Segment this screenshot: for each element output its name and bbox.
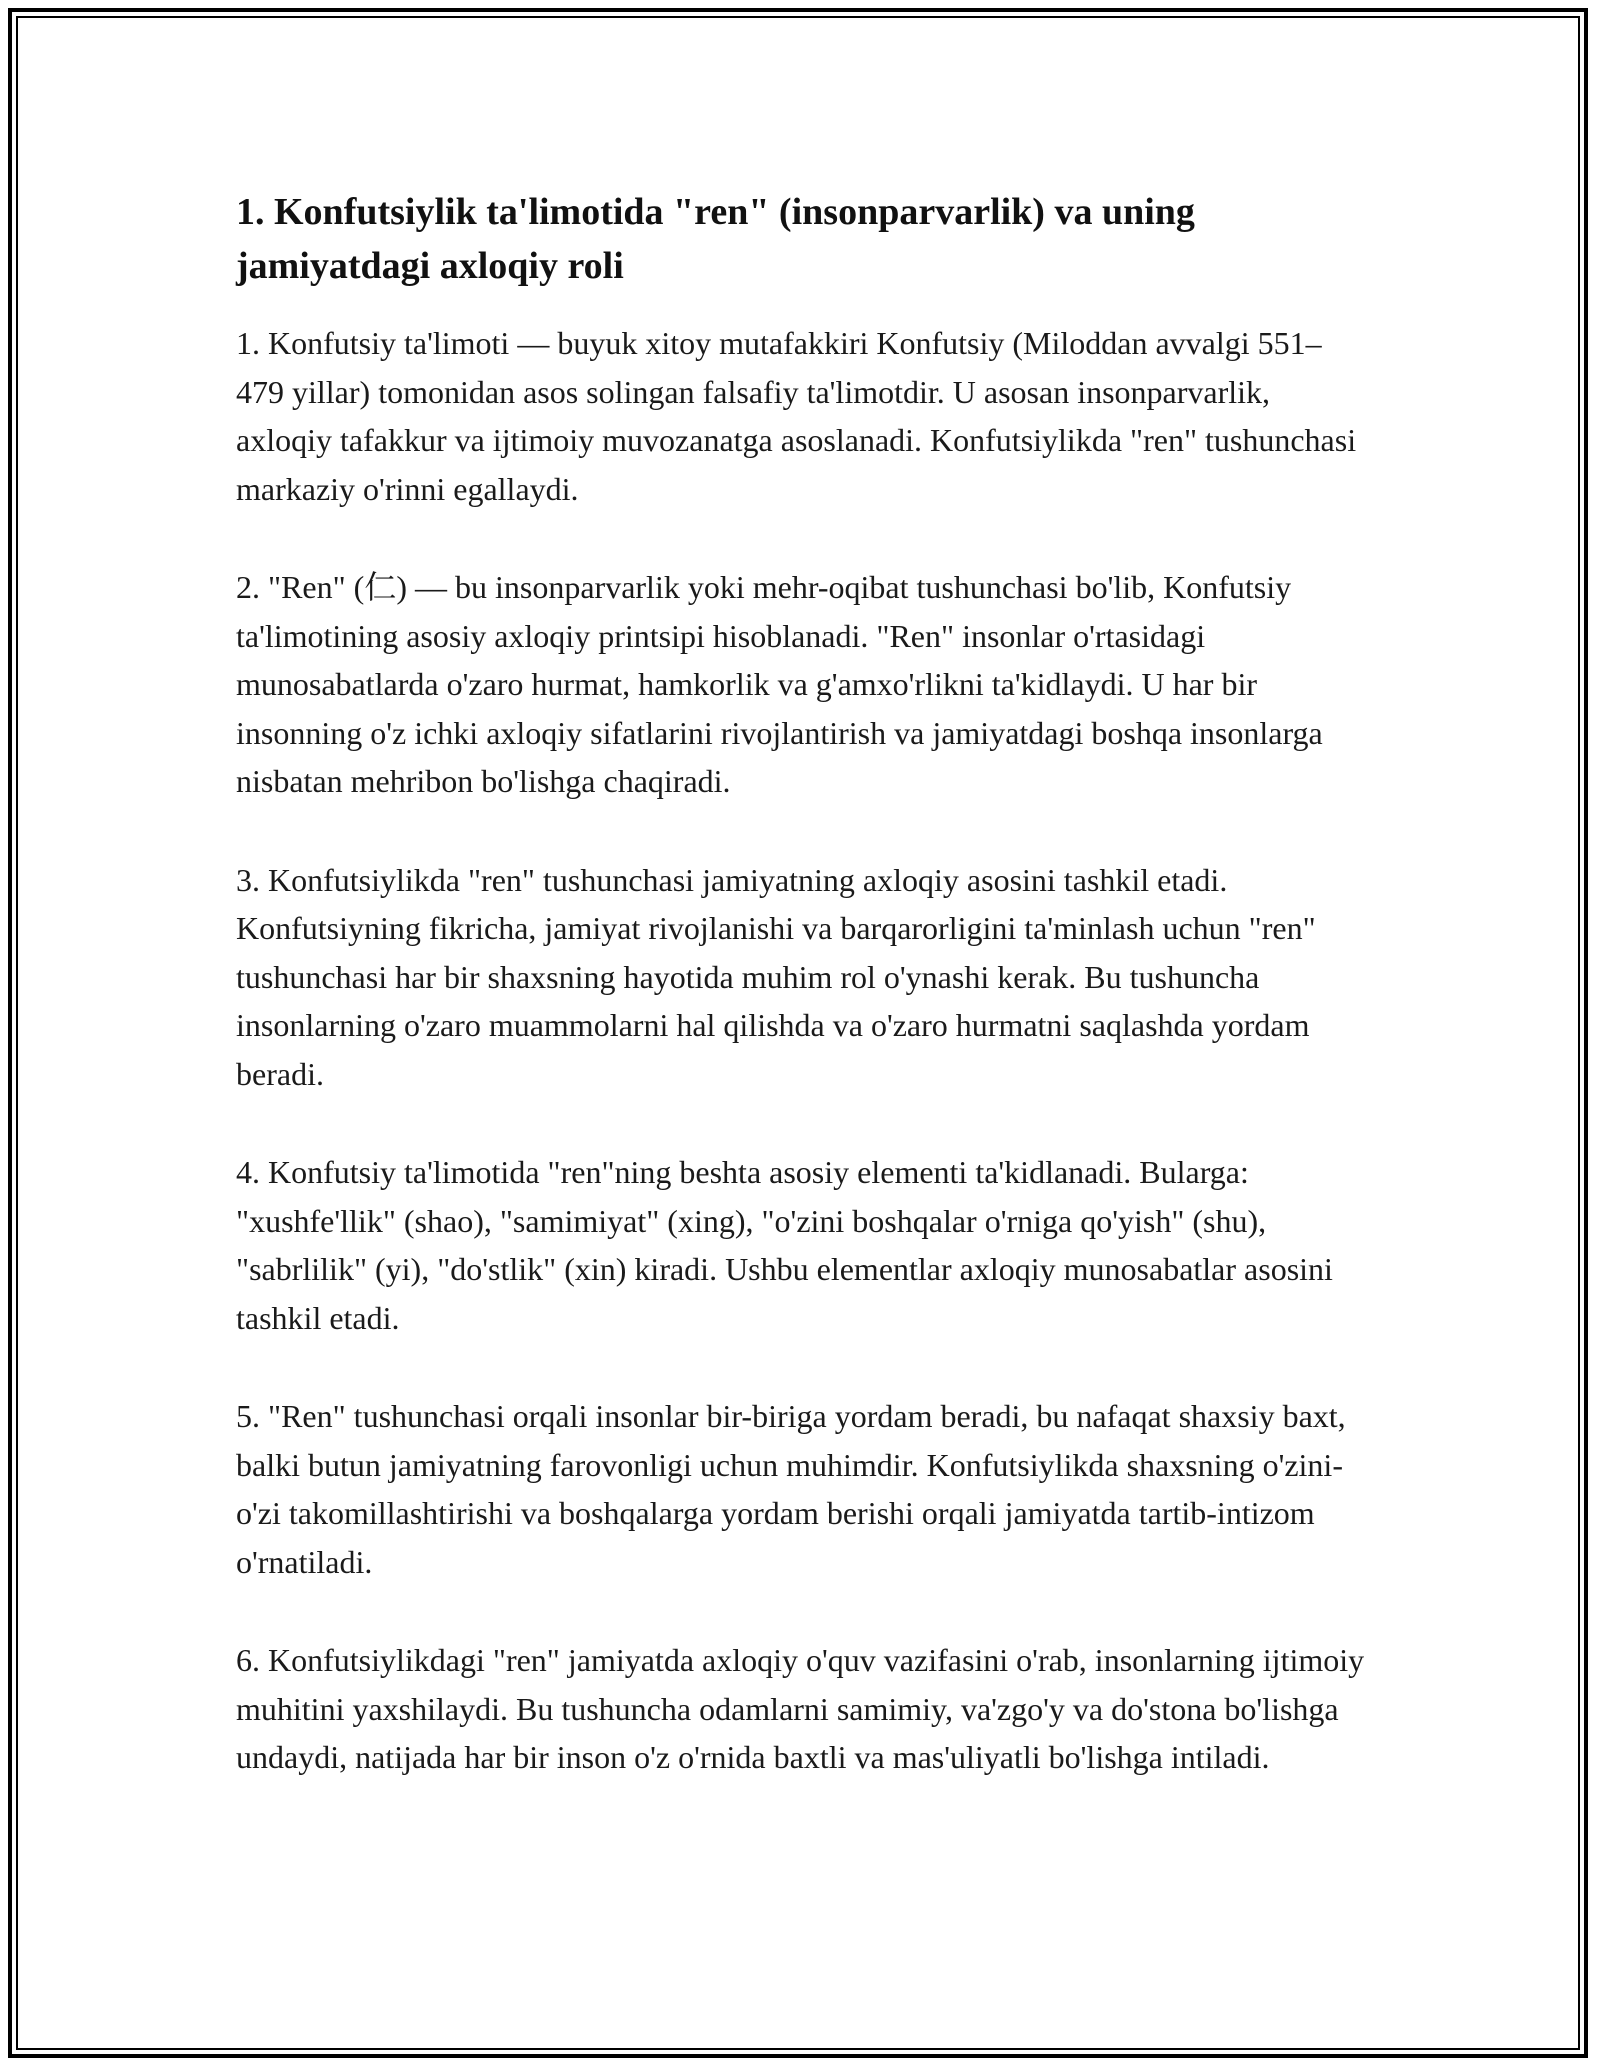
paragraph-5: 5. "Ren" tushunchasi orqali insonlar bir-biriga yordam beradi, bu nafaqat shaxsiy baxt, balki butun jamiyatning farovonligi uchun muhimdir. Konfutsiylikda shaxsning o'zini-o'zi takomillashtirishi va boshqalarga yordam berishi orqali jamiyatda tartib-intizom o'rnatiladi. [236, 1398, 1346, 1580]
document-body [236, 185, 1366, 1782]
paragraph-6: 6. Konfutsiylikdagi "ren" jamiyatda axloqiy o'quv vazifasini o'rab, insonlarning ijtimoiy muhitini yaxshilaydi. Bu tushuncha odamlarni samimiy, va'zgo'y va do'stona bo'lishga undaydi, natijada har bir inson o'z o'rnida baxtli va mas'uliyatli bo'lishga intiladi. [236, 1642, 1365, 1775]
paragraph-3: 3. Konfutsiylikda "ren" tushunchasi jamiyatning axloqiy asosini tashkil etadi. Konfutsiyning fikricha, jamiyat rivojlanishi va barqarorligini ta'minlash uchun "ren" tushunchasi har bir shaxsning hayotida muhim rol o'ynashi kerak. Bu tushuncha insonlarning o'zaro muammolarni hal qilishda va o'zaro hurmatni saqlashda yordam beradi. [236, 861, 1316, 1092]
document-title: 1. Konfutsiylik ta'limotida "ren" (insonparvarlik) va uning jamiyatdagi axloqiy roli [236, 191, 1195, 287]
paragraph-1: 1. Konfutsiy ta'limoti — buyuk xitoy mutafakkiri Konfutsiy (Miloddan avvalgi 551–479 yillar) tomonidan asos solingan falsafiy ta'limotdir. U asosan insonparvarlik, axloqiy tafakkur va ijtimoiy muvozanatga asoslanadi. Konfutsiylikda "ren" tushunchasi markaziy o'rinni egallaydi. [236, 325, 1357, 507]
paragraph-2: 2. "Ren" (仁) — bu insonparvarlik yoki mehr-oqibat tushunchasi bo'lib, Konfutsiy ta'limotining asosiy axloqiy printsipi hisoblanadi. "Ren" insonlar o'rtasidagi munosabatlarda o'zaro hurmat, hamkorlik va g'amxo'rlikni ta'kidlaydi. U har bir insonning o'z ichki axloqiy sifatlarini rivojlantirish va jamiyatdagi boshqa insonlarga nisbatan mehribon bo'lishga chaqiradi. [236, 569, 1323, 799]
paragraph-4: 4. Konfutsiy ta'limotida "ren"ning beshta asosiy elementi ta'kidlanadi. Bularga: "xushfe'llik" (shao), "samimiyat" (xing), "o'zini boshqalar o'rniga qo'yish" (shu), "sabrlilik" (yi), "do'stlik" (xin) kiradi. Ushbu elementlar axloqiy munosabatlar asosini tashkil etadi. [236, 1154, 1333, 1336]
